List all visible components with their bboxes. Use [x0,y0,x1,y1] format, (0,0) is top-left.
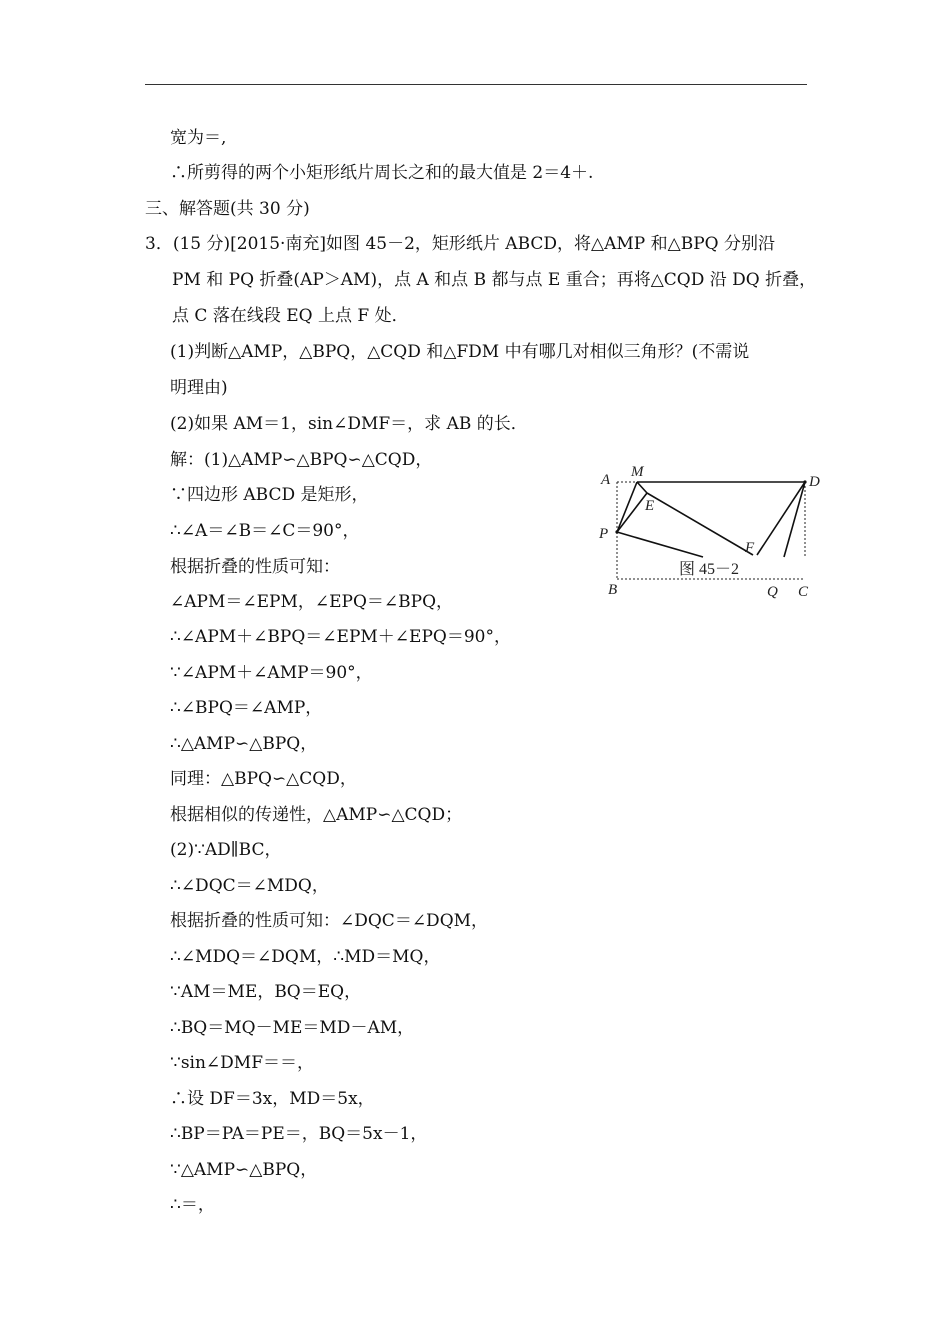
solution-line: ∵∠APM＋∠AMP＝90°， [170,663,373,683]
segment-pe [617,493,647,532]
label-b: B [608,582,618,598]
problem-statement: PM 和 PQ 折叠(AP＞AM)，点 A 和点 B 都与点 E 重合；再将△CQD 沿 DQ 折叠， [172,270,817,290]
solution-line: ∴∠A＝∠B＝∠C＝90°， [170,521,360,541]
solution-line: ∴△AMP∽△BPQ， [170,734,318,754]
section-heading: 三、解答题(共 30 分) [145,199,310,219]
solution-line: ∴∠MDQ＝∠DQM，∴MD＝MQ， [170,947,441,967]
question-part-1: 明理由) [170,378,228,398]
solution-line: 解：(1)△AMP∽△BPQ∽△CQD， [170,450,433,470]
point-d [803,480,806,483]
solution-line: ∵△AMP∽△BPQ， [170,1160,318,1180]
solution-line: 根据折叠的性质可知： [170,557,340,577]
solution-line: ∴∠BPQ＝∠AMP， [170,698,323,718]
solution-line: ∴∠APM＋∠BPQ＝∠EPM＋∠EPQ＝90°， [170,627,511,647]
solution-line: 根据折叠的性质可知：∠DQC＝∠DQM， [170,911,489,931]
solution-line: ∴BP＝PA＝PE＝，BQ＝5x－1， [170,1124,428,1144]
segment-mp [617,482,637,532]
text-line: 宽为＝, [170,128,227,148]
label-p: P [599,526,609,542]
solution-line: 根据相似的传递性，△AMP∽△CQD； [170,805,463,825]
label-e: E [645,498,655,514]
problem-statement: 3．(15 分)[2015·南充]如图 45－2，矩形纸片 ABCD，将△AMP 和△BPQ 分别沿 [145,234,775,254]
solution-line: ∠APM＝∠EPM，∠EPQ＝∠BPQ， [170,592,454,612]
solution-line: ∴BQ＝MQ－ME＝MD－AM， [170,1018,415,1038]
solution-line: ∴设 DF＝3x，MD＝5x， [170,1089,375,1109]
solution-line: ∵四边形 ABCD 是矩形， [170,485,369,505]
solution-line: (2)∵AD∥BC， [170,840,282,860]
label-f: F [745,540,755,556]
solution-line: ∵AM＝ME，BQ＝EQ， [170,982,362,1002]
solution-line: 同理：△BPQ∽△CQD， [170,769,357,789]
segment-df [757,482,805,555]
label-c: C [798,584,809,600]
point-p [615,530,618,533]
solution-line: ∵sin∠DMF＝＝， [170,1053,315,1073]
solution-line: ∴∠DQC＝∠MDQ， [170,876,329,896]
label-a: A [601,472,611,488]
geometry-diagram [595,460,830,605]
segment-me [637,482,647,493]
label-q: Q [767,584,778,600]
segment-pq [617,532,703,557]
text-line: ∴所剪得的两个小矩形纸片周长之和的最大值是 2＝4＋. [170,163,594,183]
header-rule [145,84,807,85]
question-part-1: (1)判断△AMP，△BPQ，△CQD 和△FDM 中有哪几对相似三角形？(不需说 [170,342,750,362]
segment-dq [784,482,805,557]
question-part-2: (2)如果 AM＝1，sin∠DMF＝，求 AB 的长． [170,414,528,434]
figure-caption: 图 45－2 [679,561,740,578]
geometry-figure [595,460,830,605]
solution-line: ∴＝， [170,1195,215,1215]
label-m: M [631,464,644,480]
problem-statement: 点 C 落在线段 EQ 上点 F 处． [172,306,409,326]
label-d: D [809,474,820,490]
